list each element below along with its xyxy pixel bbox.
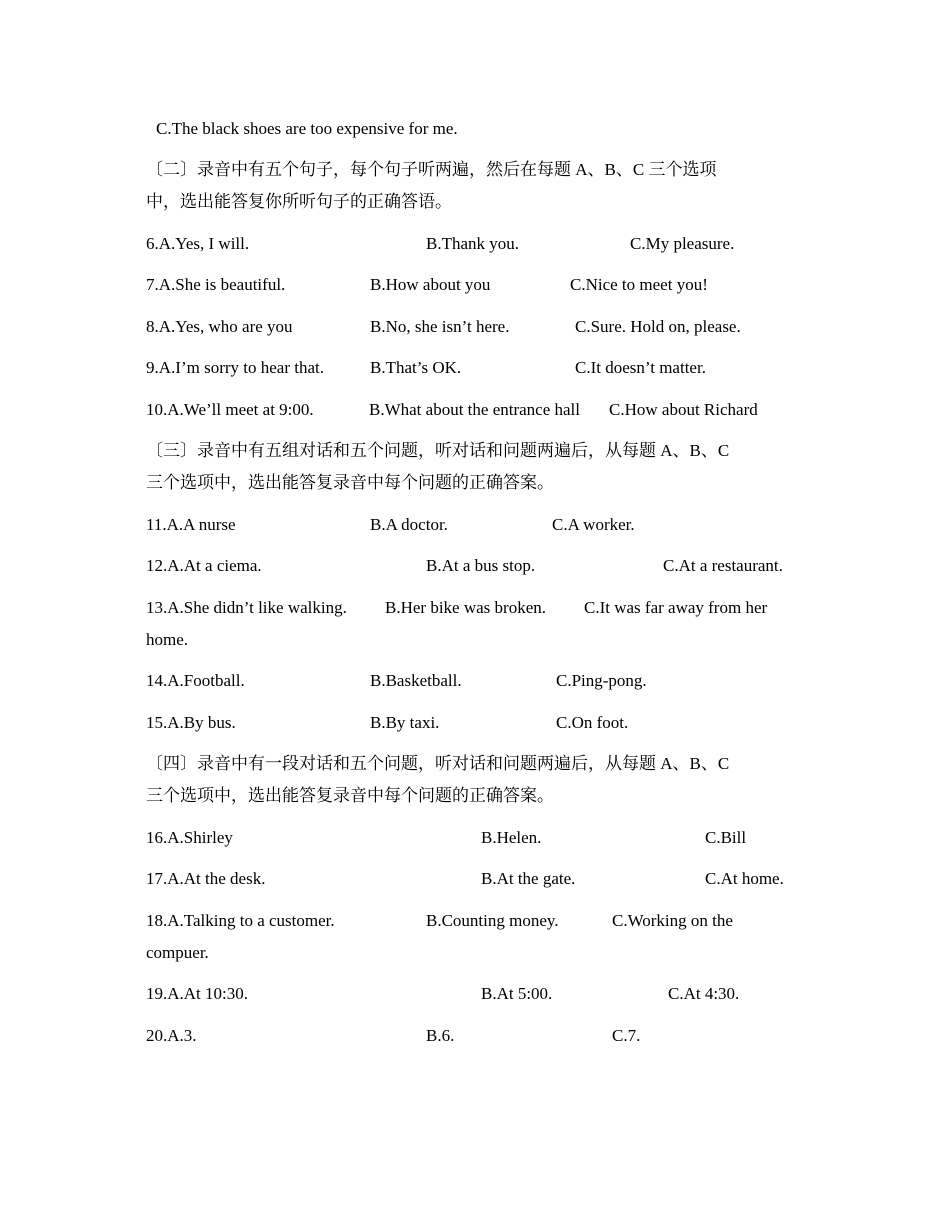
section-3-heading: 〔三〕录音中有五组对话和五个问题，听对话和问题两遍后，从每题 A、B、C	[146, 441, 730, 460]
option-a: 20.A.3.	[146, 1026, 197, 1045]
option-a: 12.A.At a ciema.	[146, 556, 262, 575]
option-c: C.Nice to meet you!	[570, 275, 708, 294]
option-c: C.On foot.	[556, 713, 629, 732]
option-c: C.It doesn’t matter.	[575, 358, 706, 377]
option-b: B.Her bike was broken.	[385, 598, 546, 617]
option-a: 7.A.She is beautiful.	[146, 275, 286, 294]
option-c-continuation: compuer.	[146, 943, 209, 962]
option-a: 19.A.At 10:30.	[146, 984, 248, 1003]
section-3-heading-cont: 三个选项中，选出能答复录音中每个问题的正确答案。	[146, 473, 554, 492]
option-c: C.Bill	[705, 828, 747, 847]
option-b: B.At a bus stop.	[426, 556, 536, 575]
option-c: C.My pleasure.	[630, 234, 735, 253]
option-b: B.At 5:00.	[481, 984, 553, 1003]
section-4-heading-cont: 三个选项中，选出能答复录音中每个问题的正确答案。	[146, 786, 554, 805]
option-a: 6.A.Yes, I will.	[146, 234, 250, 253]
option-a: 10.A.We’ll meet at 9:00.	[146, 400, 314, 419]
option-c: C.How about Richard	[609, 400, 758, 419]
option-b: B.Helen.	[481, 828, 542, 847]
option-b: B.A doctor.	[370, 515, 448, 534]
option-a: 9.A.I’m sorry to hear that.	[146, 358, 324, 377]
option-c-continuation: home.	[146, 630, 189, 649]
option-c: C.7.	[612, 1026, 641, 1045]
option-c: C.A worker.	[552, 515, 635, 534]
option-c: C.It was far away from her	[584, 598, 768, 617]
carry-over-option: C.The black shoes are too expensive for me.	[156, 119, 458, 138]
option-b: B.Basketball.	[370, 671, 462, 690]
section-2-heading-cont: 中，选出能答复你所听句子的正确答语。	[146, 192, 452, 211]
section-2-heading: 〔二〕录音中有五个句子，每个句子听两遍，然后在每题 A、B、C 三个选项	[146, 160, 717, 179]
option-b: B.No, she isn’t here.	[370, 317, 510, 336]
option-b: B.That’s OK.	[370, 358, 462, 377]
option-c: C.Working on the	[612, 911, 733, 930]
option-c: C.At home.	[705, 869, 784, 888]
option-a: 15.A.By bus.	[146, 713, 236, 732]
option-b: B.Thank you.	[426, 234, 520, 253]
option-b: B.What about the entrance hall	[369, 400, 580, 419]
option-b: B.By taxi.	[370, 713, 440, 732]
option-a: 18.A.Talking to a customer.	[146, 911, 335, 930]
option-c: C.At a restaurant.	[663, 556, 783, 575]
option-b: B.6.	[426, 1026, 455, 1045]
option-b: B.At the gate.	[481, 869, 576, 888]
option-c: C.Sure. Hold on, please.	[575, 317, 741, 336]
option-a: 8.A.Yes, who are you	[146, 317, 293, 336]
option-a: 11.A.A nurse	[146, 515, 236, 534]
option-c: C.Ping-pong.	[556, 671, 647, 690]
option-a: 16.A.Shirley	[146, 828, 233, 847]
option-c: C.At 4:30.	[668, 984, 740, 1003]
option-a: 17.A.At the desk.	[146, 869, 266, 888]
option-a: 14.A.Football.	[146, 671, 245, 690]
option-b: B.Counting money.	[426, 911, 559, 930]
section-4-heading: 〔四〕录音中有一段对话和五个问题，听对话和问题两遍后，从每题 A、B、C	[146, 754, 730, 773]
option-b: B.How about you	[370, 275, 491, 294]
option-a: 13.A.She didn’t like walking.	[146, 598, 347, 617]
